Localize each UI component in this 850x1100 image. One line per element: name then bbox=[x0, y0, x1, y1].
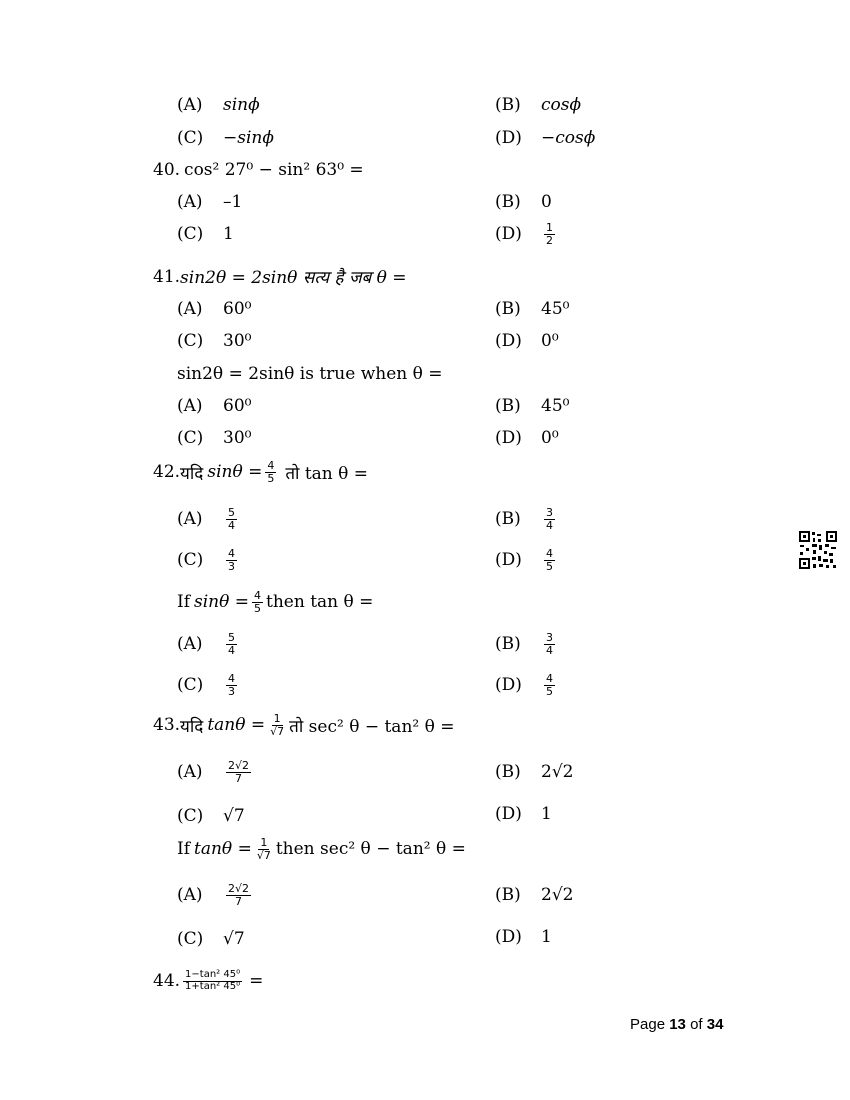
q44-question bbox=[153, 970, 263, 992]
q40-option-b bbox=[495, 192, 552, 212]
of-word: of bbox=[690, 1016, 703, 1033]
option-label: (C) bbox=[177, 331, 204, 351]
option-label: (B) bbox=[495, 762, 521, 782]
option-label: (D) bbox=[495, 224, 522, 245]
question-prefix: यदि bbox=[180, 463, 204, 484]
q42-option-b bbox=[495, 507, 558, 531]
question-suffix: तो tan θ = bbox=[285, 463, 369, 484]
option-label: (B) bbox=[495, 509, 521, 530]
option-text: 60⁰ bbox=[223, 396, 252, 416]
question-lhs: tanθ = bbox=[194, 839, 252, 860]
question-text: cos² 27⁰ − sin² 63⁰ = bbox=[184, 160, 364, 180]
option-label: (A) bbox=[177, 885, 203, 906]
q41-question-hindi bbox=[153, 265, 407, 288]
option-text: 60⁰ bbox=[223, 299, 252, 319]
equals-sign: = bbox=[249, 971, 264, 991]
option-text: √7 bbox=[223, 806, 245, 826]
q42-option-a bbox=[177, 507, 240, 531]
option-text: cosϕ bbox=[541, 95, 582, 115]
question-prefix: If bbox=[177, 592, 191, 613]
fraction: $\frac{4}{3}$ bbox=[228, 672, 235, 698]
option-label: (C) bbox=[177, 806, 204, 826]
q40-option-a bbox=[177, 192, 242, 212]
question-lhs: sinθ = bbox=[194, 592, 250, 613]
option-label: (A) bbox=[177, 396, 203, 416]
question-prefix: If bbox=[177, 839, 191, 860]
page-total: 34 bbox=[706, 1016, 724, 1033]
q43-en-option-d bbox=[495, 927, 552, 947]
question-lhs: sinθ = bbox=[207, 462, 263, 483]
q43-option-c bbox=[177, 806, 245, 826]
q42-en-option-c bbox=[177, 673, 240, 697]
option-label: (C) bbox=[177, 224, 204, 244]
page-footer bbox=[630, 1016, 723, 1033]
fraction: $\frac{1}{2}$ bbox=[546, 221, 553, 247]
option-label: (A) bbox=[177, 509, 203, 530]
q42-question-hindi bbox=[153, 460, 368, 484]
fraction: $\frac{2√2}{7}$ bbox=[228, 882, 250, 908]
option-text: 30⁰ bbox=[223, 331, 252, 351]
q42-option-c bbox=[177, 548, 240, 572]
q43-question-hindi bbox=[153, 713, 455, 737]
q41-question-english bbox=[177, 364, 443, 384]
option-label: (B) bbox=[495, 192, 521, 212]
option-text: 30⁰ bbox=[223, 428, 252, 448]
question-number: 43. bbox=[153, 715, 181, 736]
option-text: −sinϕ bbox=[223, 128, 274, 148]
question-suffix: then sec² θ − tan² θ = bbox=[275, 839, 466, 860]
option-label: (B) bbox=[495, 396, 521, 416]
option-label: (D) bbox=[495, 331, 522, 351]
option-text: –1 bbox=[223, 192, 243, 212]
fraction: $\frac{4}{3}$ bbox=[228, 547, 235, 573]
q39-option-d bbox=[495, 128, 595, 148]
question-lhs: tanθ = bbox=[207, 715, 266, 736]
option-label: (C) bbox=[177, 428, 204, 448]
fraction: $\frac{3}{4}$ bbox=[546, 631, 553, 657]
option-label: (A) bbox=[177, 299, 203, 319]
page-word: Page bbox=[630, 1016, 666, 1033]
q40-option-c bbox=[177, 224, 234, 244]
question-number: 40. bbox=[153, 160, 181, 180]
option-label: (D) bbox=[495, 428, 522, 448]
q41-en-option-d bbox=[495, 428, 559, 448]
question-suffix: then tan θ = bbox=[266, 592, 374, 613]
option-label: (A) bbox=[177, 192, 203, 212]
q41-option-b bbox=[495, 299, 569, 319]
option-text: −cosϕ bbox=[541, 128, 596, 148]
q41-en-option-a bbox=[177, 396, 251, 416]
option-text: 0 bbox=[541, 192, 552, 212]
option-text: sinϕ bbox=[223, 95, 260, 115]
question-number: 44. bbox=[153, 971, 181, 991]
fraction: $\frac{\text{1−tan² 45⁰}}{\text{1+tan² 45⁰}}$ bbox=[185, 969, 241, 992]
q41-option-d bbox=[495, 331, 559, 351]
q42-option-d bbox=[495, 548, 558, 572]
q39-option-b bbox=[495, 95, 581, 115]
option-text: 0⁰ bbox=[541, 331, 559, 351]
question-prefix: यदि bbox=[180, 716, 204, 737]
fraction: $\frac{4}{5}$ bbox=[254, 589, 262, 615]
q39-option-c bbox=[177, 128, 274, 148]
q39-option-a bbox=[177, 95, 260, 115]
option-text: 1 bbox=[541, 804, 552, 824]
q42-en-option-b bbox=[495, 632, 558, 656]
fraction: $\frac{4}{5}$ bbox=[267, 459, 275, 485]
q40-question bbox=[153, 160, 364, 180]
option-label: (B) bbox=[495, 634, 521, 655]
option-label: (A) bbox=[177, 95, 203, 115]
question-text: sin2θ = 2sinθ सत्य है जब θ = bbox=[180, 268, 407, 288]
option-label: (A) bbox=[177, 634, 203, 655]
q43-en-option-b bbox=[495, 885, 573, 905]
fraction: $\frac{1}{√7}$ bbox=[270, 712, 285, 738]
fraction: $\frac{3}{4}$ bbox=[546, 506, 553, 532]
q42-en-option-a bbox=[177, 632, 240, 656]
option-label: (C) bbox=[177, 550, 204, 571]
fraction: $\frac{2√2}{7}$ bbox=[228, 759, 250, 785]
question-number: 41. bbox=[153, 266, 181, 287]
option-label: (D) bbox=[495, 128, 522, 148]
option-label: (D) bbox=[495, 927, 522, 947]
option-text: 2√2 bbox=[541, 762, 574, 782]
option-label: (D) bbox=[495, 550, 522, 571]
q41-option-a bbox=[177, 299, 251, 319]
q41-en-option-c bbox=[177, 428, 251, 448]
fraction: $\frac{5}{4}$ bbox=[228, 631, 235, 657]
q43-option-a bbox=[177, 760, 254, 784]
option-text: 1 bbox=[223, 224, 234, 244]
qr-code-icon bbox=[798, 530, 838, 570]
option-text: 1 bbox=[541, 927, 552, 947]
fraction: $\frac{1}{√7}$ bbox=[256, 836, 271, 862]
fraction: $\frac{4}{5}$ bbox=[546, 547, 553, 573]
fraction: $\frac{5}{4}$ bbox=[228, 506, 235, 532]
q43-option-b bbox=[495, 762, 573, 782]
fraction: $\frac{4}{5}$ bbox=[546, 672, 553, 698]
page-number: 13 bbox=[669, 1016, 686, 1033]
q43-option-d bbox=[495, 804, 552, 824]
option-label: (B) bbox=[495, 885, 521, 905]
q43-en-option-c bbox=[177, 929, 245, 949]
q40-option-d bbox=[495, 222, 558, 246]
q41-option-c bbox=[177, 331, 251, 351]
option-text: 45⁰ bbox=[541, 396, 570, 416]
q42-en-option-d bbox=[495, 673, 558, 697]
q42-question-english bbox=[177, 590, 373, 614]
q43-question-english bbox=[177, 837, 466, 861]
option-label: (A) bbox=[177, 762, 203, 783]
option-label: (B) bbox=[495, 299, 521, 319]
option-label: (C) bbox=[177, 675, 204, 696]
option-text: 2√2 bbox=[541, 885, 574, 905]
q41-en-option-b bbox=[495, 396, 569, 416]
option-label: (C) bbox=[177, 929, 204, 949]
option-label: (B) bbox=[495, 95, 521, 115]
question-number: 42. bbox=[153, 462, 181, 483]
question-suffix: तो sec² θ − tan² θ = bbox=[289, 716, 455, 737]
q43-en-option-a bbox=[177, 883, 254, 907]
option-text: 0⁰ bbox=[541, 428, 559, 448]
option-text: √7 bbox=[223, 929, 245, 949]
option-text: 45⁰ bbox=[541, 299, 570, 319]
question-text: sin2θ = 2sinθ is true when θ = bbox=[177, 364, 443, 384]
option-label: (D) bbox=[495, 804, 522, 824]
option-label: (C) bbox=[177, 128, 204, 148]
option-label: (D) bbox=[495, 675, 522, 696]
